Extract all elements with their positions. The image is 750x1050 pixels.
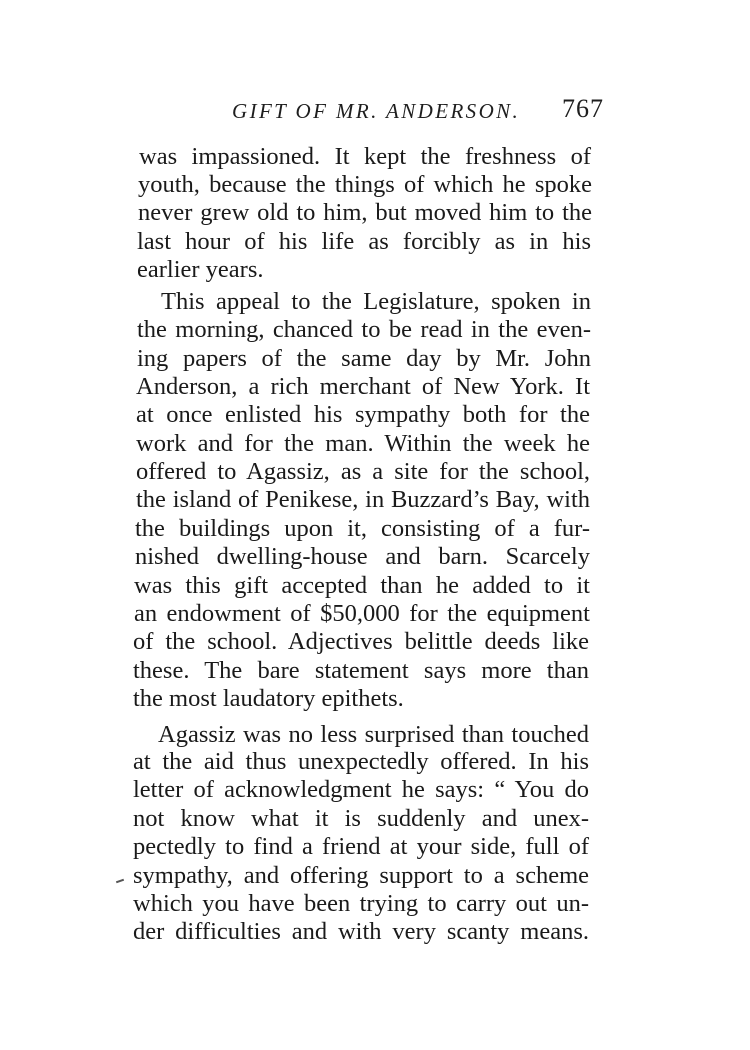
text-line: work and for the man. Within the week he bbox=[136, 430, 590, 457]
text-line: last hour of his life as forcibly as in his bbox=[137, 228, 591, 255]
text-line: which you have been trying to carry out un- bbox=[133, 890, 589, 917]
text-line: nished dwelling-house and barn. Scarcely bbox=[135, 543, 590, 570]
text-line: Anderson, a rich merchant of New York. It bbox=[136, 373, 590, 400]
text-line: Agassiz was no less surprised than touched bbox=[158, 721, 589, 748]
text-line: was this gift accepted than he added to it bbox=[134, 572, 590, 599]
text-line: an endowment of $50,000 for the equipment bbox=[134, 600, 590, 627]
text-line: pectedly to find a friend at your side, full of bbox=[133, 833, 589, 860]
text-line: This appeal to the Legislature, spoken in bbox=[161, 288, 591, 315]
text-line: youth, because the things of which he spoke bbox=[138, 171, 592, 198]
margin-mark bbox=[116, 879, 124, 884]
page-number: 767 bbox=[562, 94, 604, 123]
text-line: sympathy, and offering support to a scheme bbox=[133, 862, 589, 889]
text-line: the morning, chanced to be read in the even- bbox=[137, 316, 591, 343]
text-line: offered to Agassiz, as a site for the school, bbox=[136, 458, 590, 485]
text-line: was impassioned. It kept the freshness of bbox=[139, 143, 591, 170]
text-line: ing papers of the same day by Mr. John bbox=[137, 345, 591, 372]
text-line: of the school. Adjectives belittle deeds like bbox=[133, 628, 589, 655]
text-line: the island of Penikese, in Buzzard’s Bay, with bbox=[136, 486, 590, 513]
text-line: the most laudatory epithets. bbox=[133, 685, 404, 712]
text-line: at once enlisted his sympathy both for the bbox=[136, 401, 590, 428]
text-line: not know what it is suddenly and unex- bbox=[133, 805, 589, 832]
text-line: letter of acknowledgment he says: “ You do bbox=[133, 776, 589, 803]
text-line: at the aid thus unexpectedly offered. In his bbox=[133, 748, 589, 775]
text-line: never grew old to him, but moved him to the bbox=[138, 199, 592, 226]
text-line: der difficulties and with very scanty means. bbox=[133, 918, 589, 945]
running-head: GIFT OF MR. ANDERSON. bbox=[232, 99, 521, 123]
text-line: earlier years. bbox=[137, 256, 264, 283]
text-line: these. The bare statement says more than bbox=[133, 657, 589, 684]
text-line: the buildings upon it, consisting of a fur- bbox=[135, 515, 590, 542]
